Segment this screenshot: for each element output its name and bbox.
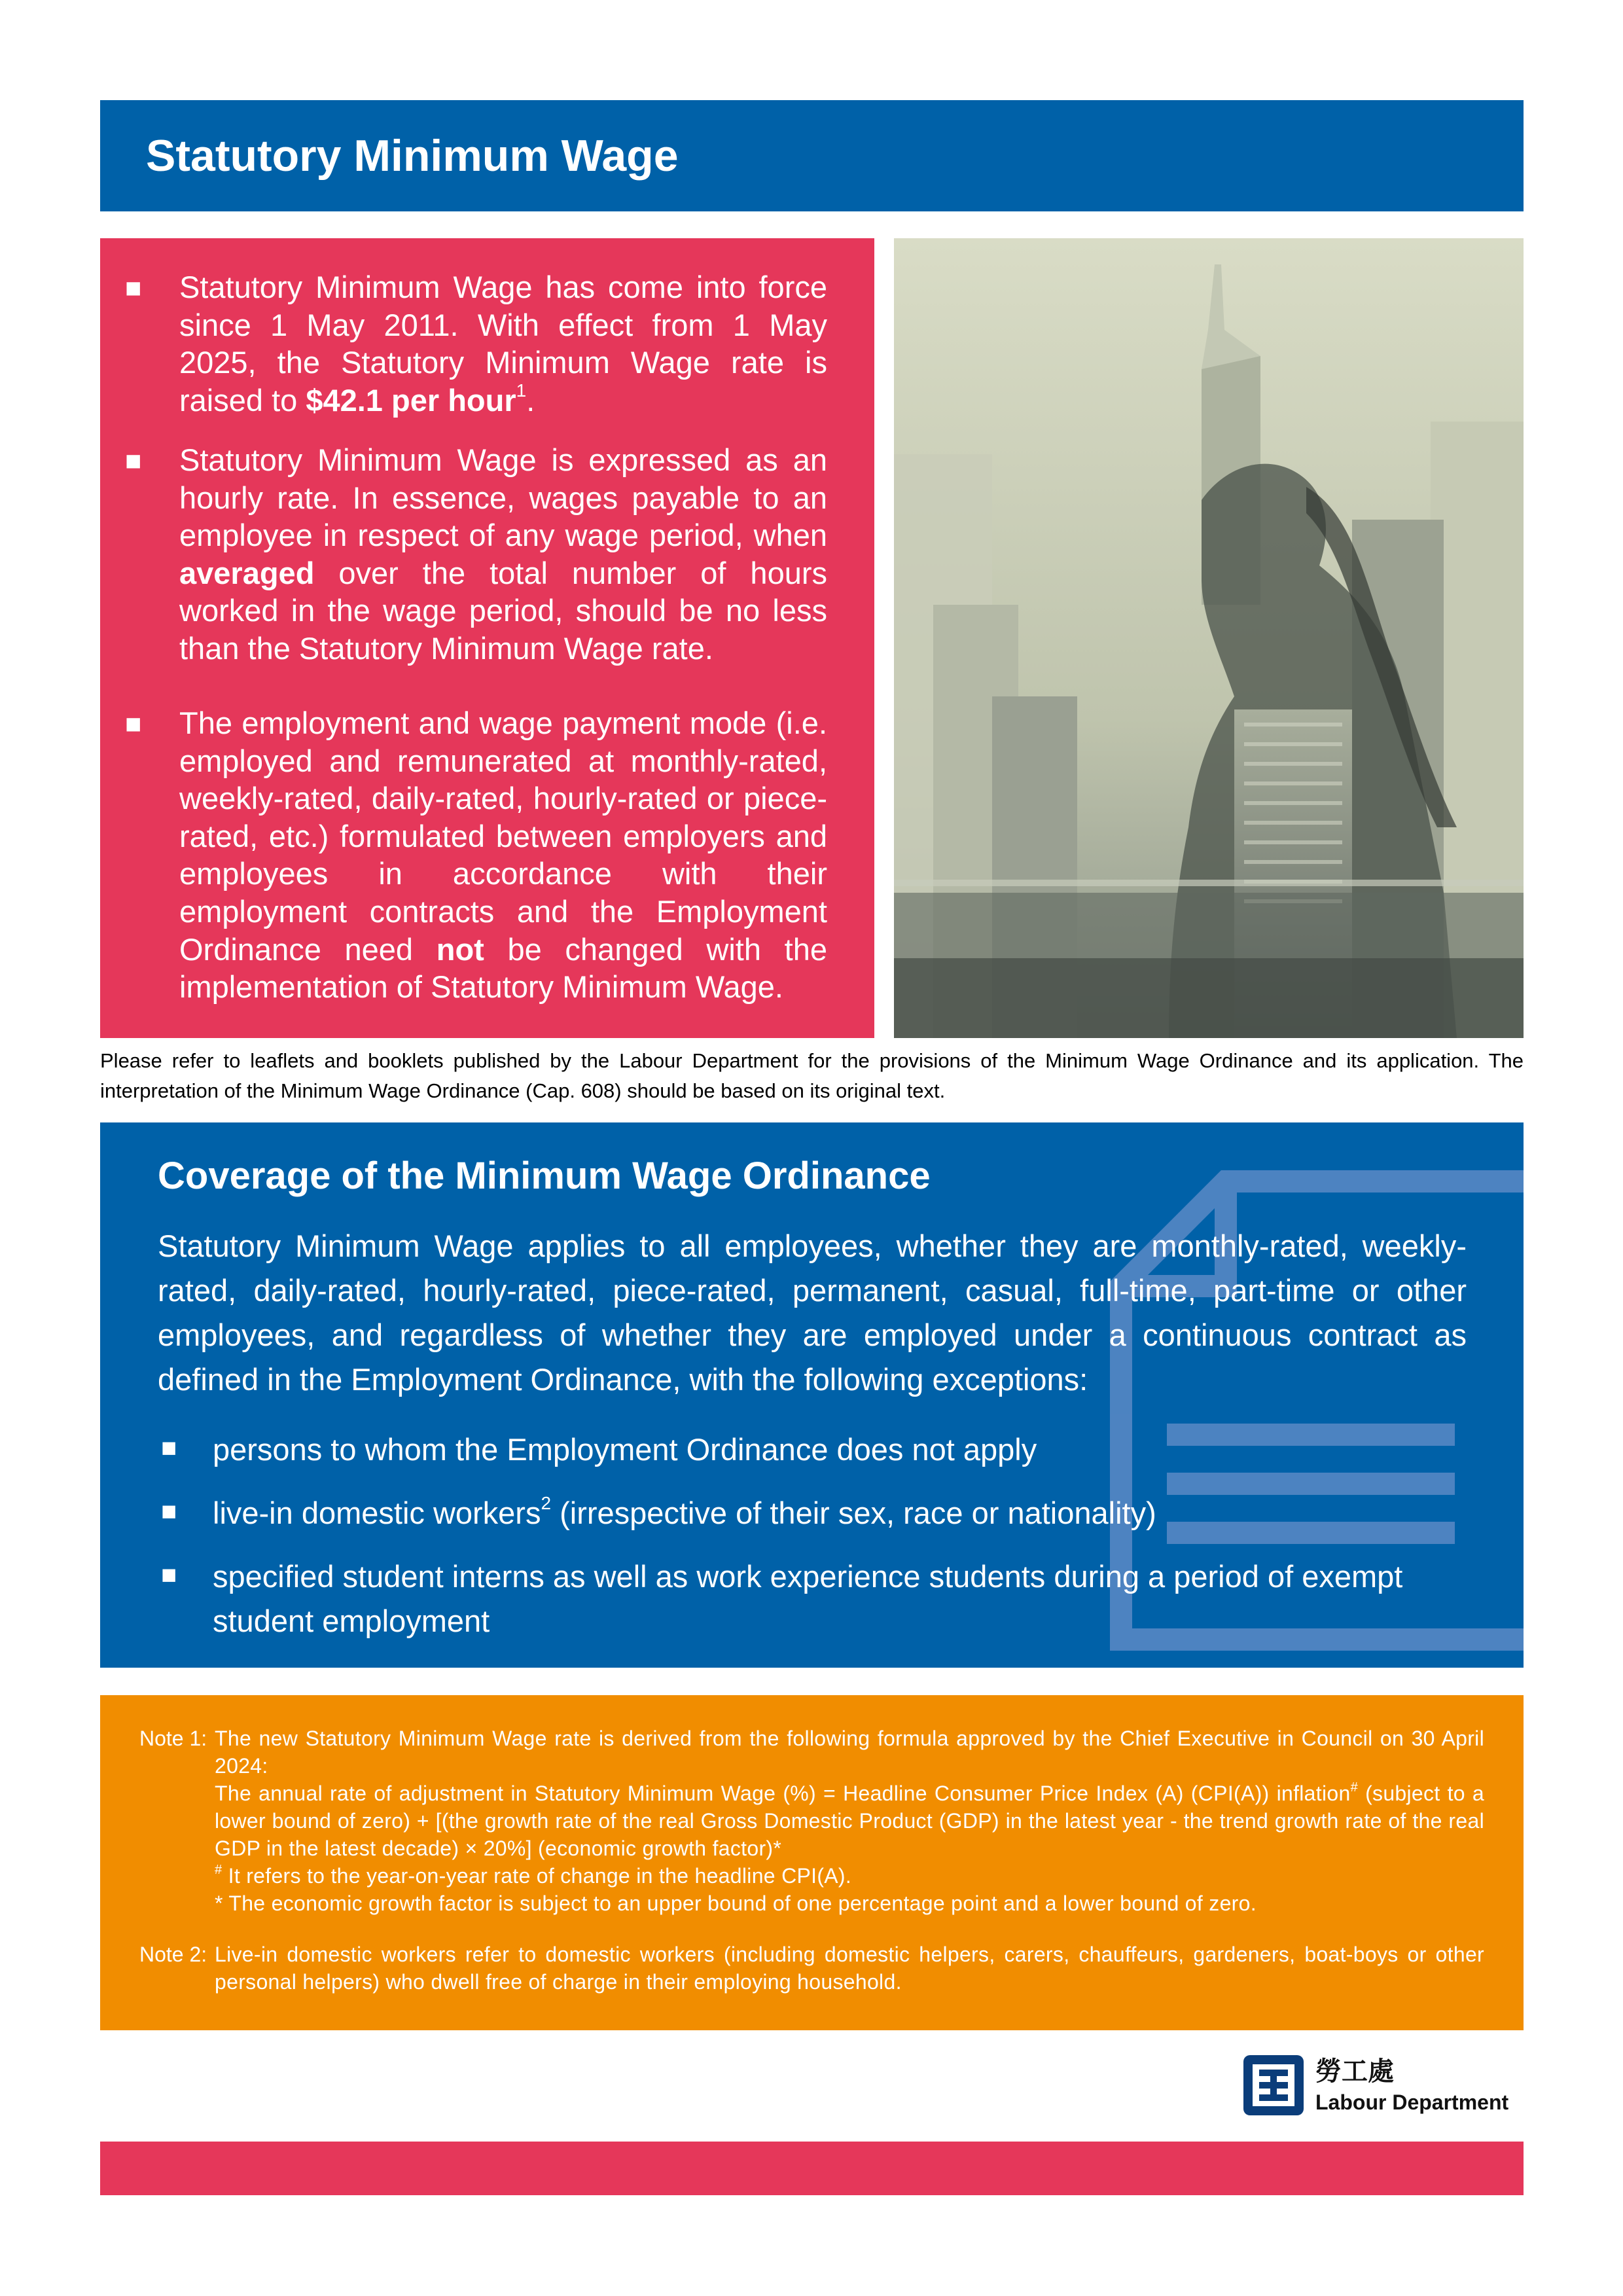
bullet-icon: ■ xyxy=(161,1560,177,1589)
coverage-title: Coverage of the Minimum Wage Ordinance xyxy=(158,1155,931,1197)
city-photo-illustration xyxy=(894,238,1524,1038)
coverage-body: Statutory Minimum Wage applies to all employees, whether they are monthly-rated, weekly-rated, daily-rated, hourly-rated, piece-rated, permanent, casual, full-time, part-time or other employees, and regardless of whether they are employed under a continuous contract as defined in the Employment Ordinance, with the following exceptions: xyxy=(158,1229,1467,1397)
intro-paragraph-3: The employment and wage payment mode (i.e. employed and remunerated at monthly-rated, weekly-rated, daily-rated, hourly-rated or piece-rated, etc.) formulated between employers and employees in accordance with their employment contracts and the Employment Ordinance need not be changed with the implementation of Statutory Minimum Wage. xyxy=(179,706,827,1005)
note-1-text: The new Statutory Minimum Wage rate is derived from the following formula approved by the Chief Executive in Council on 30 April 2024: The annual rate of adjustment in Statutory Minimum Wage (%) = Headline Consumer Price Index (A) (CPI(A)) inflation# (subject to a lower bound of zero) + [(the growth rate of the real Gross Domestic Product (GDP) in the latest year - the trend growth rate of the real GDP in the latest decade) × 20%] (economic growth factor)* # It refers to the year-on-year rate of change in the headline CPI(A). * The economic growth factor is subject to an upper bound of one percentage point and a lower bound of zero. xyxy=(215,1727,1485,1915)
intro-paragraph-2: Statutory Minimum Wage is expressed as an hourly rate. In essence, wages payable to an employee in respect of any wage period, when averaged over the total number of hours worked in the wage period, should be no less than the Statutory Minimum Wage rate. xyxy=(179,442,827,666)
page-title: Statutory Minimum Wage xyxy=(146,131,679,181)
note-2-label: Note 2: xyxy=(139,1943,207,1966)
footer-bar xyxy=(100,2142,1524,2195)
note-2-text: Live-in domestic workers refer to domestic workers (including domestic helpers, carers, chauffeurs, gardeners, boat-boys or other personal helpers) who dwell free of charge in their employing household. xyxy=(215,1943,1484,1994)
bullet-icon: ■ xyxy=(161,1497,177,1526)
bullet-icon: ■ xyxy=(125,272,142,303)
footnote-ref-2: 2 xyxy=(541,1493,552,1513)
bullet-icon: ■ xyxy=(161,1433,177,1462)
wage-rate: $42.1 per hour xyxy=(306,382,516,418)
bullet-icon: ■ xyxy=(125,708,142,739)
note-1-label: Note 1: xyxy=(139,1727,207,1750)
exception-item-1: persons to whom the Employment Ordinance does not apply xyxy=(213,1432,1037,1467)
bullet-icon: ■ xyxy=(125,445,142,476)
city-woman-photo xyxy=(894,238,1524,1038)
exception-item-2: live-in domestic workers$^2$ (irrespective of their sex, race or nationality) xyxy=(213,1493,1156,1530)
coverage-panel xyxy=(100,1122,1524,1668)
exception-item-3: specified student interns as well as work experience students during a period of exempt student employment xyxy=(213,1559,1403,1638)
labour-department-logo xyxy=(1243,2055,1525,2121)
labour-department-emblem-icon xyxy=(1243,2055,1304,2115)
logo-chinese-text: 勞工處 xyxy=(1315,2056,1394,2087)
logo-english-text: Labour Department xyxy=(1315,2090,1509,2114)
disclaimer-text: Please refer to leaflets and booklets published by the Labour Department for the provisions of the Minimum Wage Ordinance and its application. The interpretation of the Minimum Wage Ordinance (Cap. 608) should be based on its original text. xyxy=(100,1049,1524,1102)
intro-panel xyxy=(100,238,874,1038)
notes-panel xyxy=(100,1695,1524,2030)
header-bar xyxy=(100,100,1524,211)
footnote-ref-1: 1 xyxy=(516,380,527,401)
intro-paragraph-1: Statutory Minimum Wage has come into force since 1 May 2011. With effect from 1 May 2025, the Statutory Minimum Wage rate is raised to $42.1 per hour$^1$. xyxy=(179,270,827,418)
